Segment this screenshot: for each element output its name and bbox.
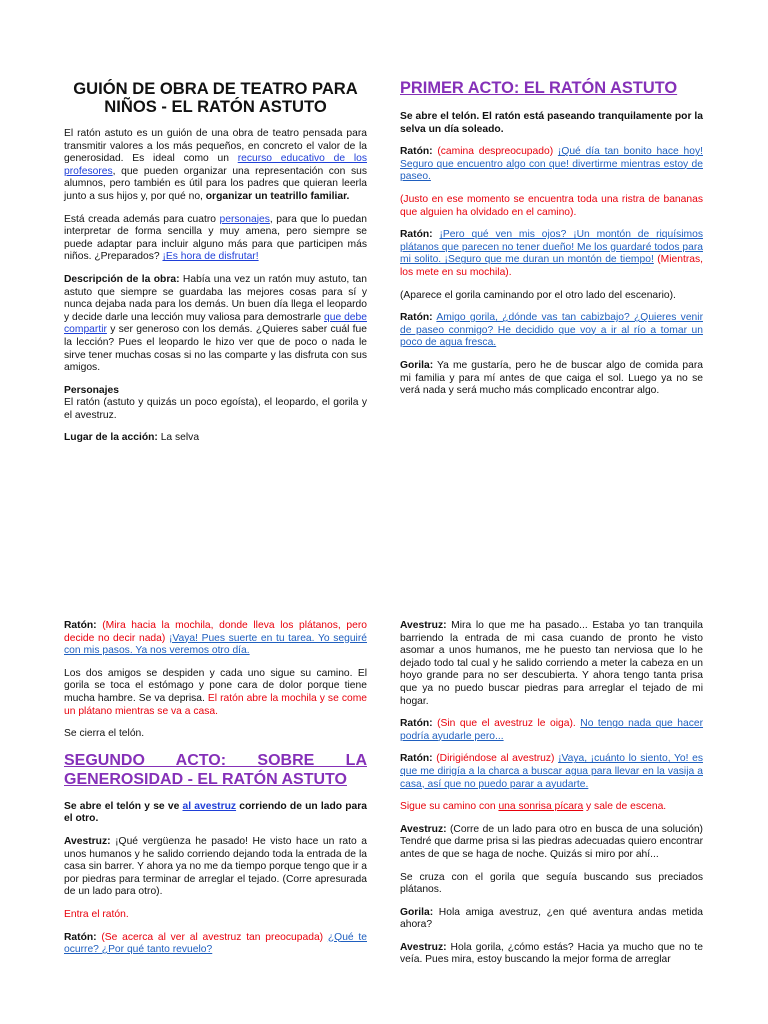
dialogue-gorila-2: Gorila: Hola amiga avestruz, ¿en qué aventura andas metida ahora? — [400, 906, 703, 931]
document-title: GUIÓN DE OBRA DE TEATRO PARA NIÑOS - EL RATÓN ASTUTO — [73, 79, 358, 116]
characters-paragraph: Está creada además para cuatro personajes, para que lo puedan interpretar de forma sencilla y muy amena, pero siempre se puede adaptar para incluir alguno más para que participen más niños. ¿Preparados? ¡Es hora de disfrutar! — [64, 213, 367, 263]
page2-right-column — [400, 620, 703, 977]
dialogue-avestruz-2: Avestruz: Mira lo que me ha pasado... Estaba yo tan tranquila barriendo la entrada de mi casa cuando de pronto he visto asomar a unos humanos, me he puesto tan nerviosa que lo he dejado todo tal cual y he salido corriendo a meter la cabeza en un hoyo grande para no ser descubierta. Y ahora tengo tanta prisa que ya no puedo buscar piedras para arreglar el tejado de mi hogar. — [400, 620, 703, 707]
dialogue-raton-2: Ratón: ¡Pero qué ven mis ojos? ¡Un montón de riquísimos plátanos que parecen no tener dueño! Me los guardaré todos para mi solito. ¡Seguro que me duran un montón de tiempo! (Mientras, los mete en su mochila). — [400, 229, 703, 278]
stage-direction-bananas: (Justo en ese momento se encuentra toda una ristra de bananas que alguien ha olvidado en el camino). — [400, 193, 703, 218]
link-compartir[interactable]: que debe compartir — [64, 311, 367, 336]
stage-direction-close: Se cierra el telón. — [64, 728, 145, 740]
link-sonrisa-picara[interactable]: una sonrisa pícara — [498, 801, 584, 813]
dialogue-raton-3: Ratón: Amigo gorila, ¿dónde vas tan cabizbajo? ¿Quieres venir de paseo conmigo? He decidido que voy a ir al río a tomar un poco de agua fresca. — [400, 312, 703, 349]
narration-gorila: Se cruza con el gorila que seguía buscando sus preciados plátanos. — [400, 871, 703, 896]
link-recurso-educativo[interactable]: recurso educativo de los profesores — [64, 153, 367, 177]
stage-direction-open: Se abre el telón. El ratón está paseando tranquilamente por la selva un día soleado. — [400, 111, 703, 135]
dialogue-link[interactable]: ¡Pero qué ven mis ojos? ¡Un montón de riquísimos plátanos que parecen no tener dueño! Me los guardaré todos para mi solito. ¡Seguro que me duran un montón de tiempo! — [400, 229, 703, 266]
link-disfrutar[interactable]: ¡Es hora de disfrutar! — [162, 251, 259, 263]
act-one-heading: PRIMER ACTO: EL RATÓN ASTUTO — [400, 79, 678, 97]
dialogue-avestruz-4: Avestruz: Hola gorila, ¿cómo estás? Hacia ya mucho que no te veía. Pues mira, estoy buscando la mejor forma de arreglar — [400, 941, 703, 966]
dialogue-raton-1: Ratón: (camina despreocupado) ¡Qué día tan bonito hace hoy! Seguro que encuentro algo con que! divertirme mientras estoy de paseo. — [400, 146, 703, 183]
lugar-section: Lugar de la acción: La selva — [64, 432, 200, 444]
dialogue-link[interactable]: ¿Qué te ocurre? ¿Por qué tanto revuelo? — [64, 931, 368, 956]
dialogue-raton-6: Ratón: (Sin que el avestruz le oiga). No tengo nada que hacer podría ayudarle pero... — [400, 718, 704, 742]
link-personajes[interactable]: personajes — [219, 213, 270, 225]
dialogue-raton-7: Ratón: (Dirigiéndose al avestruz) ¡Vaya, ¡cuánto lo siento, Yo! es que me dirigía a la charca a buscar agua para llevar en la vasija a casa, así que no puedo parar a ayudarte. — [400, 753, 703, 790]
dialogue-avestruz-1: Avestruz: ¡Qué vergüenza he pasado! He visto hace un rato a unos humanos y he salido corriendo dejando toda la entrada de la casa sin barrer. Y ahora ya no me da tiempo porque tengo que ir a por piedras para terminar de arreglar el tejado. (Corre apresurada de un lado para otro). — [64, 835, 367, 898]
personajes-section: Personajes El ratón (astuto y quizás un poco egoísta), el leopardo, el gorila y el avestruz. — [64, 384, 367, 421]
stage-direction-gorila: (Aparece el gorila caminando por el otro lado del escenario). — [400, 289, 676, 301]
link-avestruz[interactable]: al avestruz — [182, 800, 237, 812]
dialogue-avestruz-3: Avestruz: (Corre de un lado para otro en busca de una solución) Tendré que darme prisa si las piedras adecuadas quiero encontrar antes de que se haga de noche. Quizás si miro por ahí... — [400, 823, 703, 860]
dialogue-link[interactable]: ¡Qué día tan bonito hace hoy! Seguro que encuentro algo con que! divertirme mientras estoy de paseo. — [400, 146, 703, 183]
dialogue-raton-4: Ratón: (Mira hacia la mochila, donde lleva los plátanos, pero decide no decir nada) ¡Vaya! Pues suerte en tu tarea. Yo seguiré con mis pasos. Ya nos veremos otro día. — [64, 620, 367, 657]
dialogue-link[interactable]: ¡Vaya! Pues suerte en tu tarea. Yo seguiré con mis pasos. Ya nos veremos otro día. — [64, 632, 367, 657]
stage-direction-enter: Entra el ratón. — [64, 908, 129, 920]
act-two-heading: SEGUNDO ACTO: SOBRE LA GENEROSIDAD - EL RATÓN ASTUTO — [64, 751, 367, 788]
narration-paragraph: Los dos amigos se despiden y cada uno sigue su camino. El gorila se toca el estómago y pone cara de dolor porque tiene mucha hambre. Se va deprisa. El ratón abre la mochila y se come un plátano mientras se va a casa. — [64, 667, 367, 717]
description-paragraph: Descripción de la obra: Había una vez un ratón muy astuto, tan astuto que siempre se guardaba las mejores cosas para sí y nunca dejaba nada para los demás. Un buen día llega el leopardo y decide darle una lección muy valiosa para demostrarle que debe compartir y ser generoso con los demás. ¿Quieres saber cuál fue la lección? Pues el leopardo le hizo ver que de poco o nada le sirve tener muchas cosas si no las comparte y las disfruta con sus amigos. — [64, 273, 367, 374]
page2-left-column — [64, 620, 367, 967]
dialogue-link[interactable]: Amigo gorila, ¿dónde vas tan cabizbajo? ¿Quieres venir de paseo conmigo? He decidido que voy a ir al río a tomar un poco de agua fresca. — [400, 312, 703, 349]
page1-right-column — [400, 79, 703, 408]
page1-left-column — [64, 80, 367, 455]
stage-direction-exit: Sigue su camino con una sonrisa pícara y sale de escena. — [400, 801, 667, 813]
dialogue-raton-5: Ratón: (Se acerca al ver al avestruz tan preocupada) ¿Qué te ocurre? ¿Por qué tanto revuelo? — [64, 931, 368, 956]
intro-paragraph: El ratón astuto es un guión de una obra de teatro pensada para transmitir valores a los más pequeños, en concreto el valor de la generosidad. Es ideal como un recurso educativo de los profesores, que pueden organizar una representación con sus alumnos, pero también es útil para los padres que quieran leerla junto a sus hijos y, por qué no, organizar un teatrillo familiar. — [64, 128, 367, 202]
stage-direction-open-2: Se abre el telón y se ve al avestruz corriendo de un lado para el otro. — [64, 800, 367, 825]
dialogue-gorila-1: Gorila: Ya me gustaría, pero he de buscar algo de comida para mi familia y para mí antes de que caiga el sol. Luego ya no se verá nada y será mucho más complicado encontrar algo. — [400, 359, 703, 397]
personajes-heading: Personajes — [64, 384, 119, 396]
dialogue-link[interactable]: No tengo nada que hacer podría ayudarle pero... — [400, 718, 704, 742]
dialogue-link[interactable]: ¡Vaya, ¡cuánto lo siento, Yo! es que me dirigía a la charca a buscar agua para llevar en la vasija a casa, así que no puedo parar a ayudarte. — [400, 753, 703, 790]
